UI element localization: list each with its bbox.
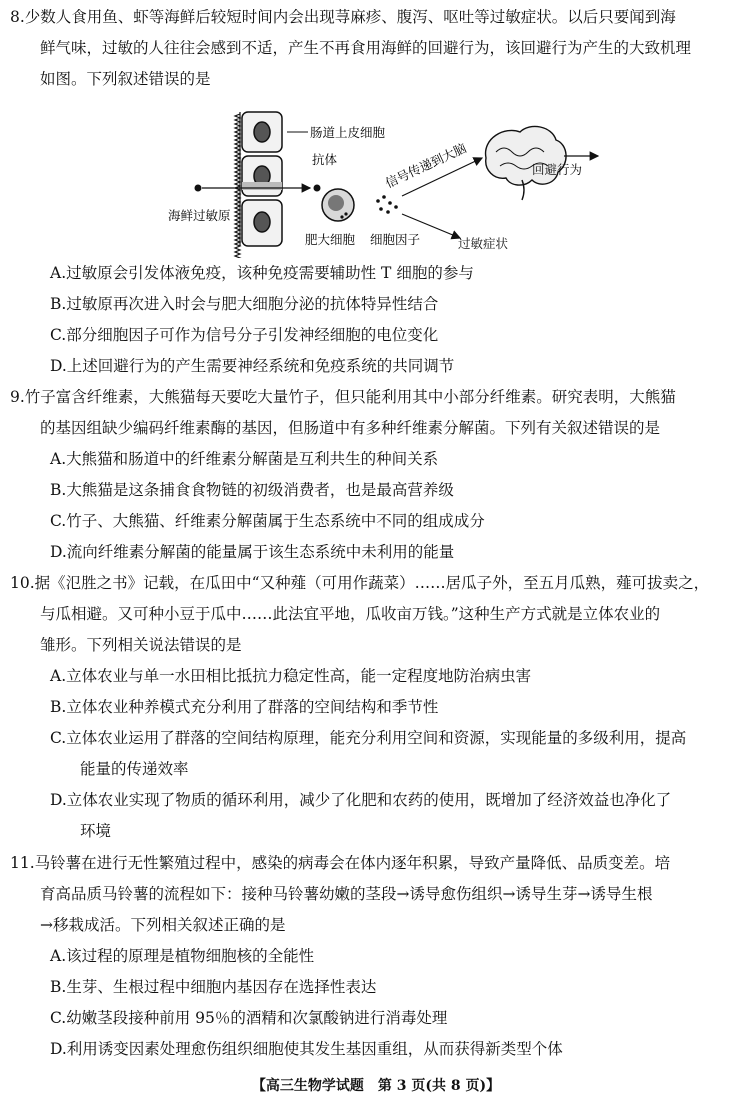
label-mast-cell: 肥大细胞: [305, 232, 356, 247]
q8-option-b[interactable]: B.过敏原再次进入时会与肥大细胞分泌的抗体特异性结合: [50, 295, 439, 313]
q11-option-c[interactable]: C.幼嫩茎段接种前用 95％的酒精和次氯酸钠进行消毒处理: [50, 1009, 448, 1027]
q10-stem-line-1: 10.据《氾胜之书》记载，在瓜田中“又种薤（可用作蔬菜）……居瓜子外，至五月瓜熟，薤可拔卖之，: [10, 574, 710, 592]
q11-option-a[interactable]: A.该过程的原理是植物细胞核的全能性: [50, 947, 315, 965]
q10-option-d-cont: 环境: [80, 822, 112, 840]
q8-option-a[interactable]: A.过敏原会引发体液免疫，该种免疫需要辅助性 T 细胞的参与: [50, 264, 474, 282]
epithelial-cells: [242, 112, 282, 246]
q10-option-c[interactable]: C.立体农业运用了群落的空间结构原理，能充分利用空间和资源，实现能量的多级利用，提高: [50, 729, 687, 747]
mast-cell-nucleus: [328, 195, 344, 211]
label-avoid-behavior: 回避行为: [532, 162, 583, 177]
q9-stem-line-1: 9.竹子富含纤维素，大熊猫每天要吃大量竹子，但只能利用其中小部分纤维素。研究表明，大熊猫: [10, 388, 676, 406]
q9-stem-line-2: 的基因组缺少编码纤维素酶的基因，但肠道中有多种纤维素分解菌。下列有关叙述错误的是: [40, 419, 661, 437]
question-8: [10, 2, 740, 95]
q9-option-a[interactable]: A.大熊猫和肠道中的纤维素分解菌是互利共生的种间关系: [50, 450, 439, 468]
q10-option-c-cont: 能量的传递效率: [80, 760, 189, 778]
label-cytokine: 细胞因子: [370, 232, 421, 247]
q10-option-b[interactable]: B.立体农业种养模式充分利用了群落的空间结构和季节性: [50, 698, 439, 716]
allergy-mechanism-diagram: [160, 108, 620, 258]
cytokine-dots: [376, 195, 398, 214]
label-allergen: 海鲜过敏原: [168, 208, 231, 223]
q8-option-c[interactable]: C.部分细胞因子可作为信号分子引发神经细胞的电位变化: [50, 326, 439, 344]
q11-option-d[interactable]: D.利用诱变因素处理愈伤组织细胞使其发生基因重组，从而获得新类型个体: [50, 1040, 563, 1058]
q8-stem-line-2: 鲜气味，过敏的人往往会感到不适，产生不再食用海鲜的回避行为，该回避行为产生的大致机理: [40, 39, 692, 57]
question-11: [10, 848, 740, 1065]
q10-stem-line-2: 与瓜相避。又可种小豆于瓜中……此法宜平地，瓜收亩万钱。”这种生产方式就是立体农业的: [40, 605, 661, 623]
q8-stem-line-3: 如图。下列叙述错误的是: [40, 70, 211, 88]
q8-option-d[interactable]: D.上述回避行为的产生需要神经系统和免疫系统的共同调节: [50, 357, 455, 375]
antibody-dot: [314, 185, 321, 192]
q11-option-b[interactable]: B.生芽、生根过程中细胞内基因存在选择性表达: [50, 978, 377, 996]
q11-stem-line-1: 11.马铃薯在进行无性繁殖过程中，感染的病毒会在体内逐年积累，导致产量降低、品质变差。培: [10, 854, 671, 872]
q9-option-d[interactable]: D.流向纤维素分解菌的能量属于该生态系统中未利用的能量: [50, 543, 455, 561]
microvilli: [235, 112, 240, 258]
q11-stem-line-2: 育高品质马铃薯的流程如下：接种马铃薯幼嫩的茎段→诱导愈伤组织→诱导生芽→诱导生根: [40, 885, 653, 903]
q10-option-d[interactable]: D.立体农业实现了物质的循环利用，减少了化肥和农药的使用，既增加了经济效益也净化了: [50, 791, 672, 809]
question-9: [10, 382, 740, 568]
q10-option-a[interactable]: A.立体农业与单一水田相比抵抗力稳定性高，能一定程度地防治病虫害: [50, 667, 532, 685]
allergen-passage: [242, 182, 282, 190]
label-allergy-symptom: 过敏症状: [458, 236, 509, 251]
page-footer: 【高三生物学试题 第 3 页(共 8 页)】: [251, 1078, 501, 1094]
label-antibody: 抗体: [312, 152, 338, 167]
label-epithelium: 肠道上皮细胞: [310, 125, 386, 140]
question-10: [10, 568, 740, 847]
q8-stem-line-1: 8.少数人食用鱼、虾等海鲜后较短时间内会出现荨麻疹、腹泻、呕吐等过敏症状。以后只要闻到海: [10, 8, 676, 26]
allergen-dot: [195, 185, 202, 192]
q9-option-c[interactable]: C.竹子、大熊猫、纤维素分解菌属于生态系统中不同的组成成分: [50, 512, 485, 530]
q11-stem-line-3: →移栽成活。下列相关叙述正确的是: [40, 916, 286, 934]
label-signal: 信号传递到大脑: [382, 140, 469, 191]
q9-option-b[interactable]: B.大熊猫是这条捕食食物链的初级消费者，也是最高营养级: [50, 481, 454, 499]
question-8-options: [10, 258, 740, 382]
q10-stem-line-3: 雏形。下列相关说法错误的是: [40, 636, 242, 654]
